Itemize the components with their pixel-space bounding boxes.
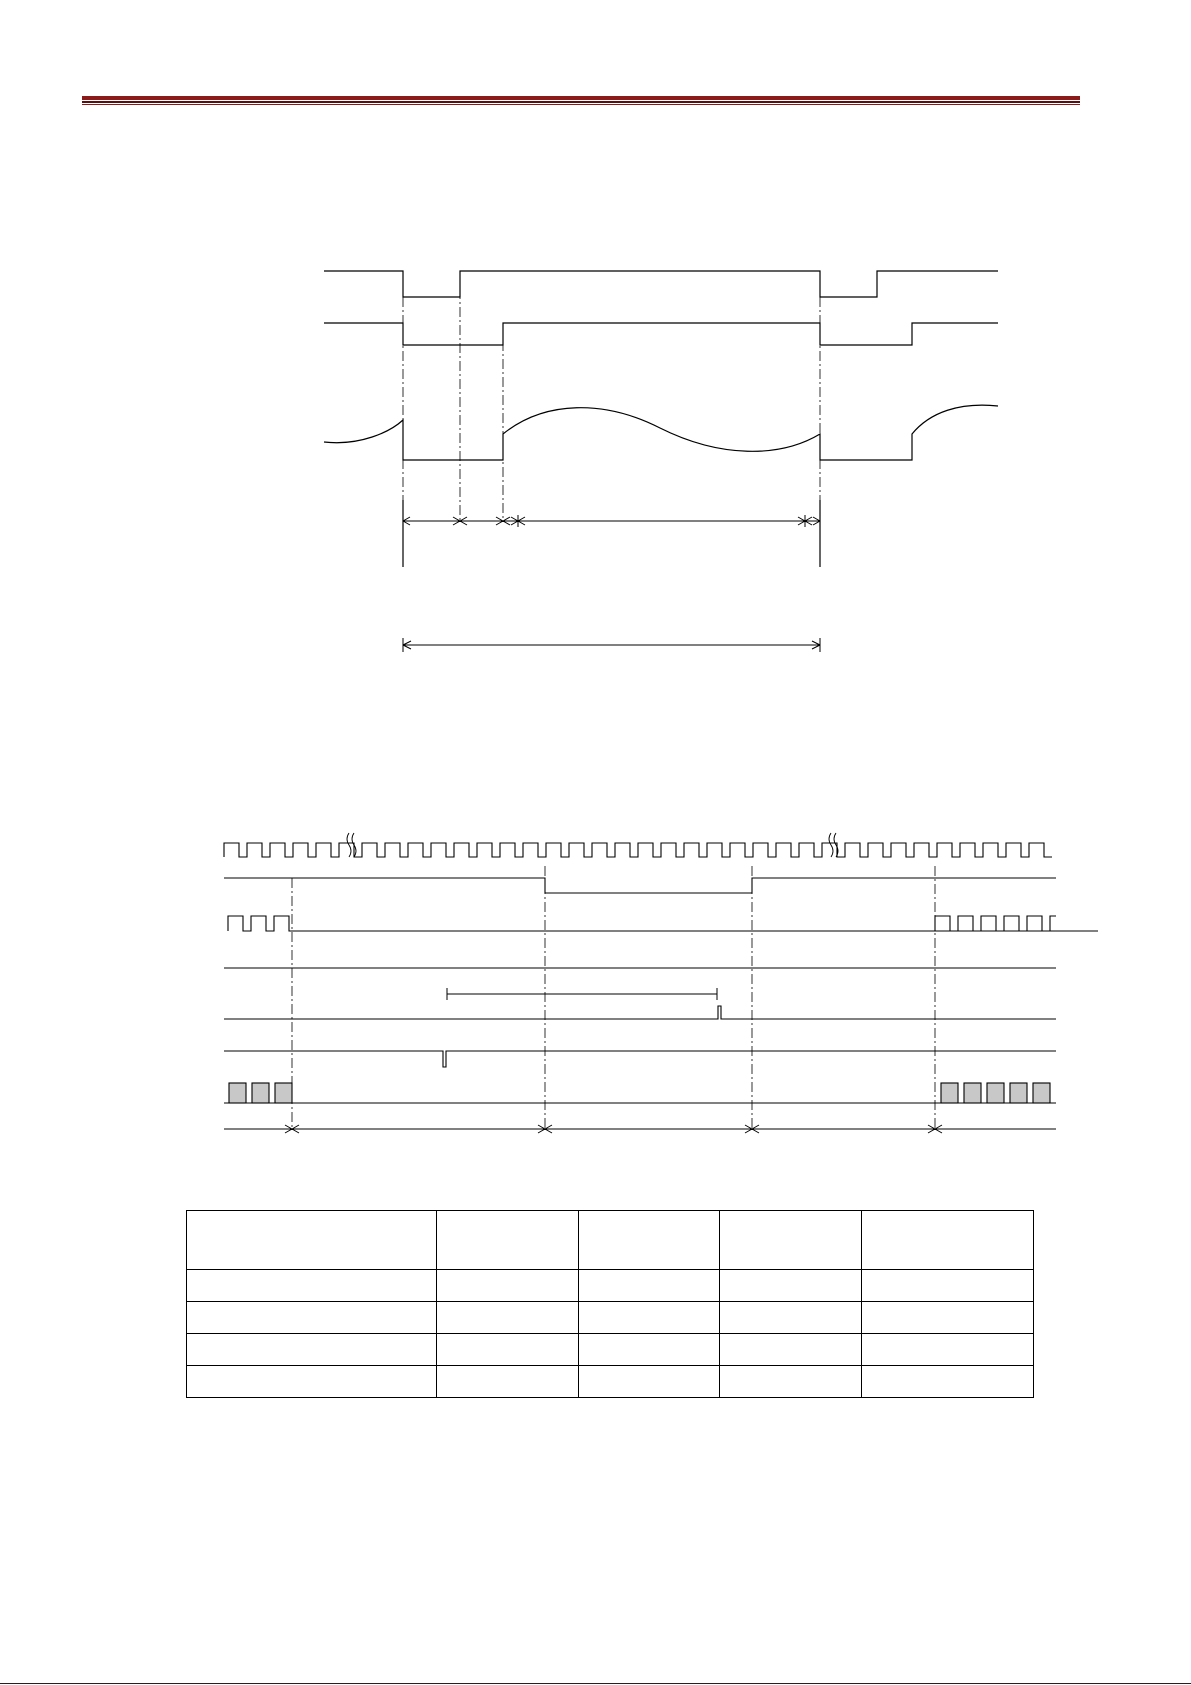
break-mark-icon [347, 833, 356, 857]
table-cell [862, 1302, 1034, 1334]
data-blocks-right [941, 1083, 1050, 1103]
table-cell [437, 1334, 579, 1366]
period-marker-row [224, 1125, 1056, 1133]
table-cell [720, 1270, 862, 1302]
table-cell [862, 1270, 1034, 1302]
table-header-row [187, 1211, 1034, 1270]
table-row [187, 1270, 1034, 1302]
data-blocks-left [229, 1083, 292, 1103]
table-cell [437, 1270, 579, 1302]
data-block [964, 1083, 981, 1103]
table-cell [579, 1270, 720, 1302]
table-cell [862, 1366, 1034, 1398]
table-cell [862, 1334, 1034, 1366]
table-cell [187, 1211, 437, 1270]
table-cell [579, 1302, 720, 1334]
table-cell [437, 1211, 579, 1270]
table-cell [720, 1302, 862, 1334]
line-4-waveform [224, 1006, 1056, 1019]
table-cell [579, 1211, 720, 1270]
interval-bracket [447, 988, 717, 1000]
table-cell [187, 1334, 437, 1366]
data-block [1033, 1083, 1050, 1103]
clock-waveform [224, 843, 1052, 857]
table-row [187, 1334, 1034, 1366]
footer-rule [0, 1683, 1191, 1684]
table-cell [720, 1211, 862, 1270]
data-block [987, 1083, 1004, 1103]
table-cell [437, 1302, 579, 1334]
data-block [275, 1083, 292, 1103]
table-cell [579, 1366, 720, 1398]
table-cell [579, 1334, 720, 1366]
pulse-train-right [935, 916, 1056, 931]
table-row [187, 1302, 1034, 1334]
table-cell [187, 1270, 437, 1302]
data-block [252, 1083, 269, 1103]
table-row [187, 1366, 1034, 1398]
table-cell [187, 1366, 437, 1398]
table-cell [720, 1366, 862, 1398]
empty-table [186, 1210, 1034, 1398]
level-1-waveform [224, 878, 1056, 893]
data-block [1010, 1083, 1027, 1103]
table-cell [720, 1334, 862, 1366]
table-cell [437, 1366, 579, 1398]
bottom-marker-lines [292, 866, 935, 1130]
data-block [941, 1083, 958, 1103]
data-block [229, 1083, 246, 1103]
table-cell [187, 1302, 437, 1334]
table-cell [862, 1211, 1034, 1270]
pulse-train-waveform [228, 916, 1098, 931]
line-5-waveform [224, 1051, 1056, 1067]
